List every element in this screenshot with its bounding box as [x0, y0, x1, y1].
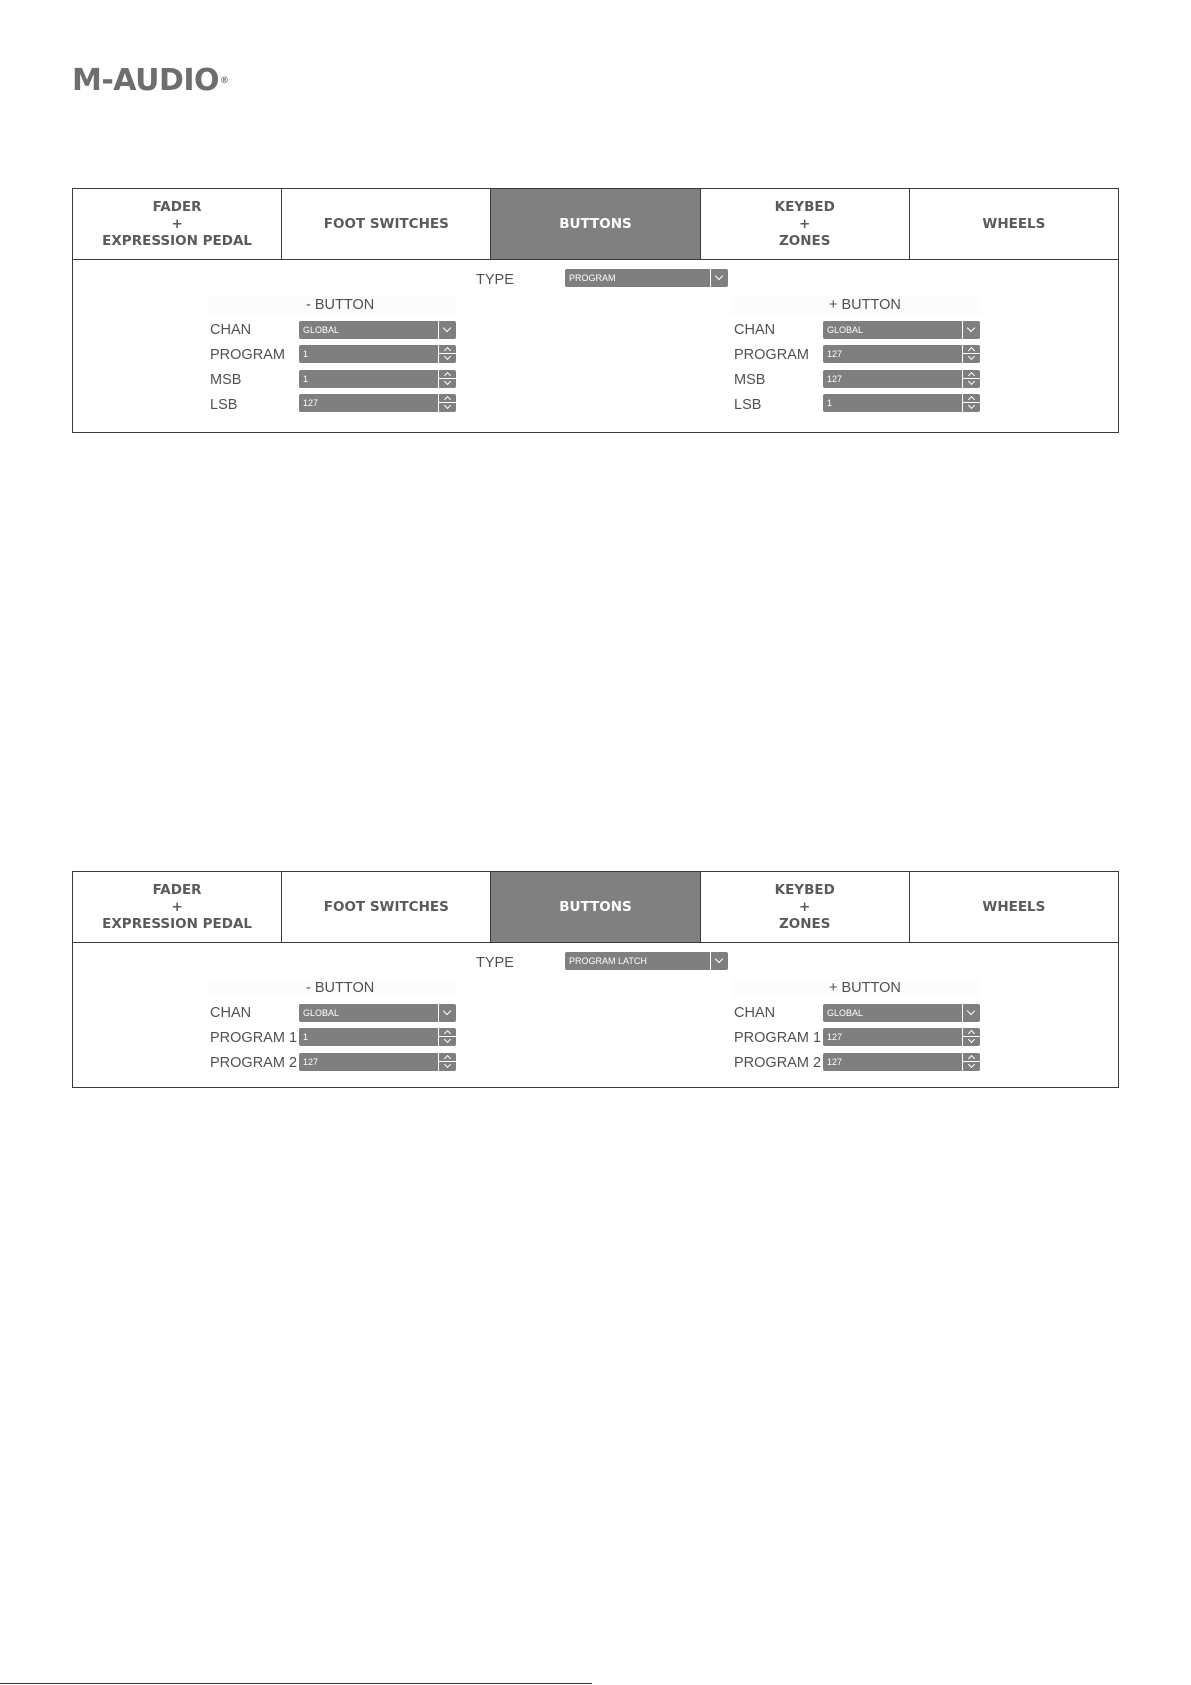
program1-value: 1: [303, 1032, 309, 1042]
tab-label: +: [171, 215, 183, 232]
minus-button-header: - BUTTON: [207, 295, 457, 315]
type-label: TYPE: [476, 955, 514, 971]
tab-wheels[interactable]: [910, 872, 1118, 942]
buttons-panel-program-latch: [72, 871, 1119, 1088]
tab-label: KEYBED: [774, 881, 835, 898]
chan-value: GLOBAL: [303, 325, 340, 335]
chevron-down-icon[interactable]: [439, 354, 456, 363]
type-select[interactable]: [565, 269, 728, 287]
chan-label: CHAN: [210, 322, 252, 338]
type-label: TYPE: [476, 272, 514, 288]
tab-fader-expression-pedal[interactable]: [73, 189, 282, 259]
chevron-down-icon[interactable]: [963, 1062, 980, 1071]
plus-program1-stepper[interactable]: [823, 1028, 980, 1046]
msb-value: 127: [827, 374, 843, 384]
plus-button-header: + BUTTON: [731, 978, 981, 998]
stepper-control[interactable]: [962, 345, 980, 363]
tab-label: EXPRESSION PEDAL: [102, 232, 253, 249]
tab-label: FOOT SWITCHES: [323, 215, 449, 232]
chan-value: GLOBAL: [827, 1008, 864, 1018]
minus-button-header: - BUTTON: [207, 978, 457, 998]
stepper-control[interactable]: [438, 1053, 456, 1071]
plus-chan-select[interactable]: [823, 321, 980, 339]
minus-program-stepper[interactable]: [299, 345, 456, 363]
tab-label: +: [799, 898, 811, 915]
msb-label: MSB: [210, 372, 242, 388]
tab-label: +: [799, 215, 811, 232]
chevron-down-icon[interactable]: [438, 321, 456, 339]
tab-wheels[interactable]: [910, 189, 1118, 259]
buttons-panel-program: [72, 188, 1119, 433]
chevron-down-icon[interactable]: [963, 379, 980, 388]
minus-chan-select[interactable]: [299, 321, 456, 339]
stepper-control[interactable]: [438, 1028, 456, 1046]
chevron-down-icon[interactable]: [710, 952, 728, 970]
type-value: PROGRAM LATCH: [569, 956, 647, 966]
program-value: 1: [303, 349, 309, 359]
chevron-down-icon[interactable]: [439, 1062, 456, 1071]
tab-buttons[interactable]: [491, 872, 700, 942]
program2-value: 127: [303, 1057, 319, 1067]
chevron-down-icon[interactable]: [963, 354, 980, 363]
chevron-down-icon[interactable]: [439, 403, 456, 412]
tab-label: ZONES: [778, 915, 831, 932]
plus-lsb-stepper[interactable]: [823, 394, 980, 412]
tab-keybed-zones[interactable]: [701, 189, 910, 259]
program1-value: 127: [827, 1032, 843, 1042]
chevron-down-icon[interactable]: [963, 403, 980, 412]
tab-label: BUTTONS: [559, 215, 632, 232]
stepper-control[interactable]: [438, 394, 456, 412]
chan-value: GLOBAL: [827, 325, 864, 335]
program1-label: PROGRAM 1: [210, 1030, 298, 1046]
tab-label: +: [171, 898, 183, 915]
plus-program-stepper[interactable]: [823, 345, 980, 363]
chevron-down-icon[interactable]: [962, 1004, 980, 1022]
stepper-control[interactable]: [962, 370, 980, 388]
stepper-control[interactable]: [962, 394, 980, 412]
tab-label: EXPRESSION PEDAL: [102, 915, 253, 932]
tab-label: BUTTONS: [559, 898, 632, 915]
tab-buttons[interactable]: [491, 189, 700, 259]
chan-label: CHAN: [210, 1005, 252, 1021]
trademark-mark: ®: [220, 76, 229, 86]
plus-chan-select[interactable]: [823, 1004, 980, 1022]
program-label: PROGRAM: [210, 347, 285, 363]
chevron-down-icon[interactable]: [439, 379, 456, 388]
tab-label: KEYBED: [774, 198, 835, 215]
program2-label: PROGRAM 2: [734, 1055, 822, 1071]
m-audio-logo: [72, 63, 229, 98]
stepper-control[interactable]: [438, 345, 456, 363]
tab-foot-switches[interactable]: [282, 872, 491, 942]
tab-keybed-zones[interactable]: [701, 872, 910, 942]
msb-value: 1: [303, 374, 309, 384]
plus-program2-stepper[interactable]: [823, 1053, 980, 1071]
stepper-control[interactable]: [962, 1053, 980, 1071]
program2-label: PROGRAM 2: [210, 1055, 298, 1071]
tab-label: WHEELS: [982, 898, 1046, 915]
lsb-label: LSB: [210, 397, 238, 413]
chevron-down-icon[interactable]: [962, 321, 980, 339]
plus-button-header: + BUTTON: [731, 295, 981, 315]
minus-lsb-stepper[interactable]: [299, 394, 456, 412]
tab-bar: [73, 189, 1118, 260]
tab-fader-expression-pedal[interactable]: [73, 872, 282, 942]
tab-foot-switches[interactable]: [282, 189, 491, 259]
plus-msb-stepper[interactable]: [823, 370, 980, 388]
chevron-down-icon[interactable]: [710, 269, 728, 287]
chevron-down-icon[interactable]: [963, 1037, 980, 1046]
program1-label: PROGRAM 1: [734, 1030, 822, 1046]
tab-label: ZONES: [778, 232, 831, 249]
minus-program1-stepper[interactable]: [299, 1028, 456, 1046]
stepper-control[interactable]: [438, 370, 456, 388]
tab-label: FADER: [152, 198, 202, 215]
lsb-value: 1: [827, 398, 833, 408]
tab-label: WHEELS: [982, 215, 1046, 232]
program2-value: 127: [827, 1057, 843, 1067]
lsb-value: 127: [303, 398, 319, 408]
tab-bar: [73, 872, 1118, 943]
program-label: PROGRAM: [734, 347, 809, 363]
stepper-control[interactable]: [962, 1028, 980, 1046]
minus-chan-select[interactable]: [299, 1004, 456, 1022]
msb-label: MSB: [734, 372, 766, 388]
program-value: 127: [827, 349, 843, 359]
chan-label: CHAN: [734, 1005, 776, 1021]
chevron-down-icon[interactable]: [439, 1037, 456, 1046]
minus-msb-stepper[interactable]: [299, 370, 456, 388]
minus-program2-stepper[interactable]: [299, 1053, 456, 1071]
chan-label: CHAN: [734, 322, 776, 338]
footer-rule: [0, 1683, 592, 1684]
type-select[interactable]: [565, 952, 728, 970]
chan-value: GLOBAL: [303, 1008, 340, 1018]
tab-label: FOOT SWITCHES: [323, 898, 449, 915]
logo-text: M-AUDIO: [72, 63, 220, 98]
tab-label: FADER: [152, 881, 202, 898]
chevron-down-icon[interactable]: [438, 1004, 456, 1022]
lsb-label: LSB: [734, 397, 762, 413]
type-value: PROGRAM: [569, 273, 616, 283]
